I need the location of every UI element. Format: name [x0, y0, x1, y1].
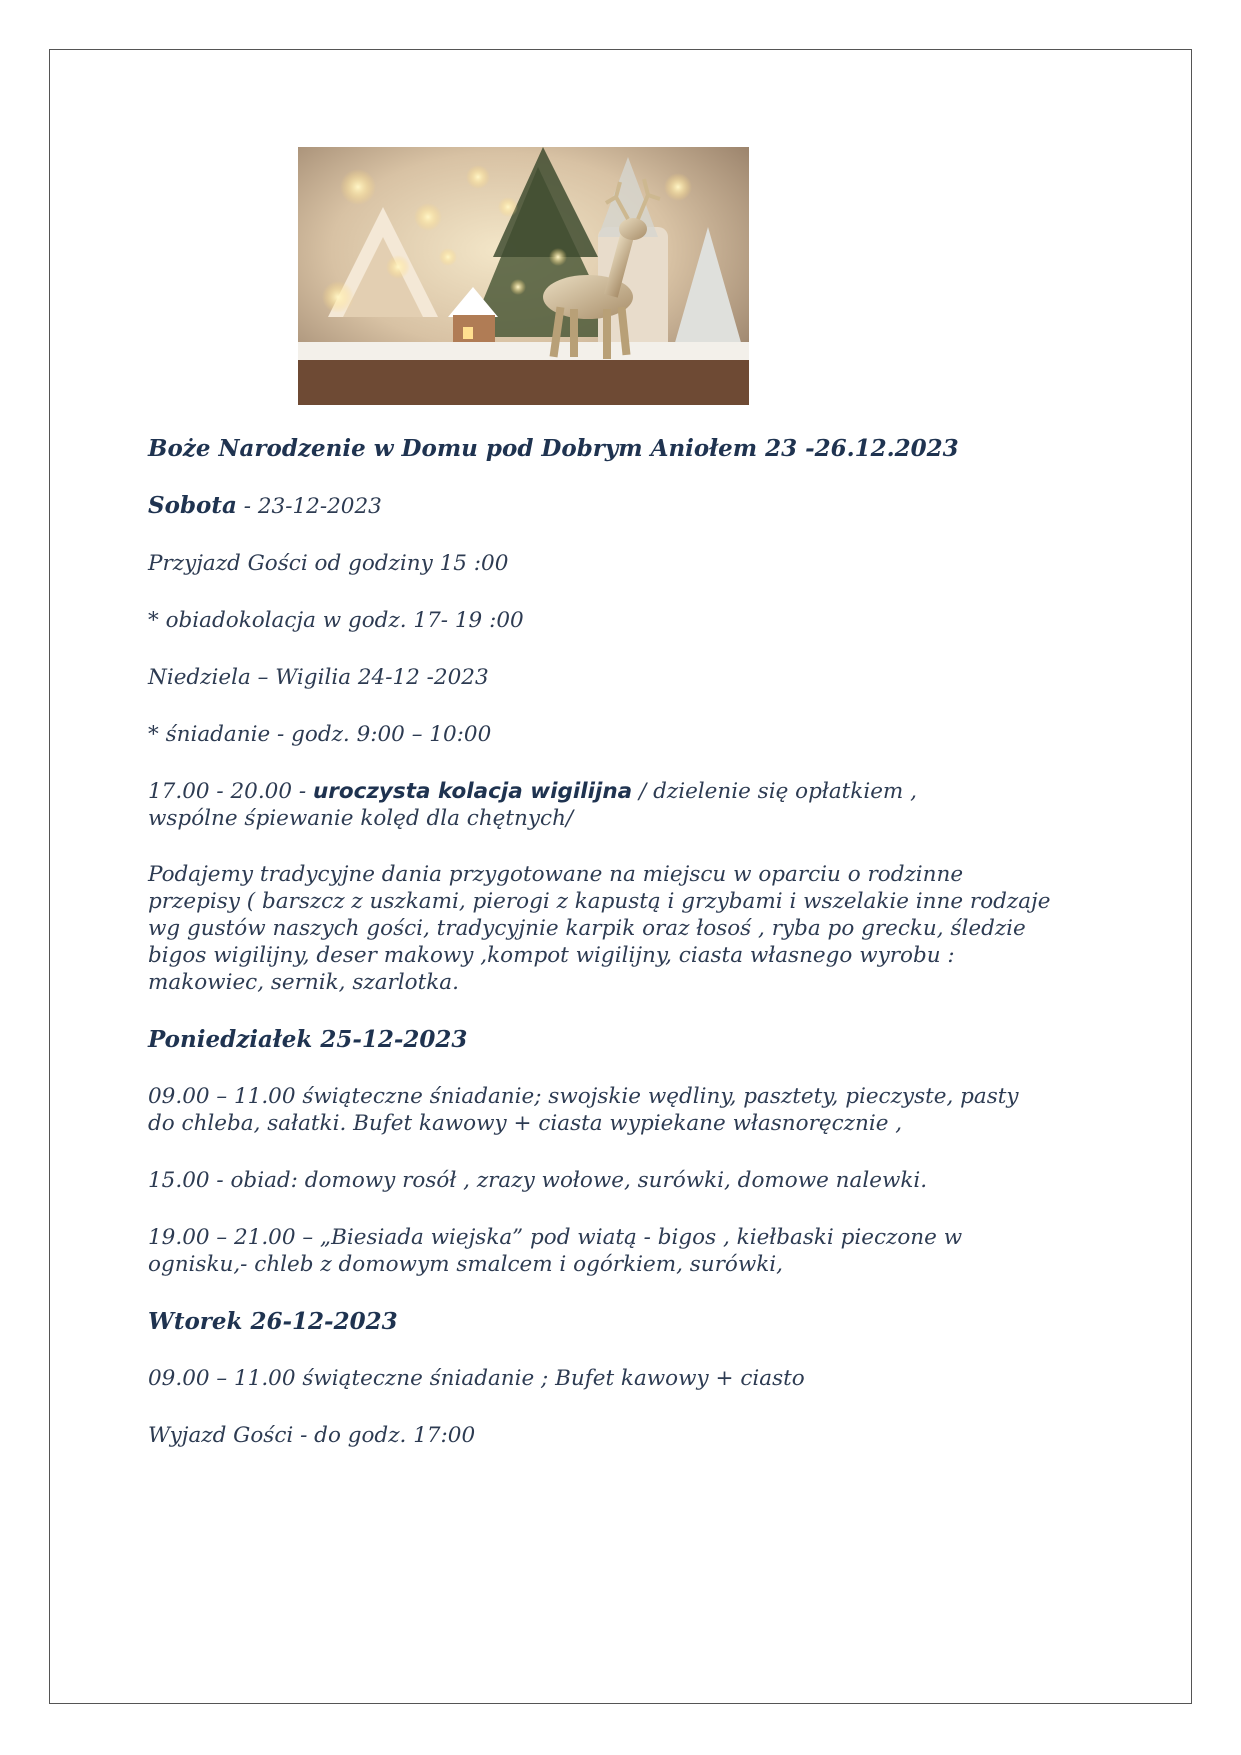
- document-body: [148, 435, 1098, 1449]
- tuesday-heading: Wtorek 26-12-2023: [148, 1308, 398, 1335]
- saturday-heading: [148, 492, 1098, 520]
- tuesday-breakfast: 09.00 – 11.00 świąteczne śniadanie ; Bufet kawowy + ciasto: [148, 1366, 805, 1391]
- sunday-breakfast: * śniadanie - godz. 9:00 – 10:00: [148, 722, 492, 747]
- sunday-supper-bold: uroczysta kolacja wigilijna: [312, 779, 633, 804]
- sunday-menu-line: makowiec, sernik, szarlotka.: [148, 970, 459, 995]
- monday-feast-line: ognisku,- chleb z domowym smalcem i ogórkiem, surówki,: [148, 1252, 783, 1277]
- sunday-menu-line: przepisy ( barszcz z uszkami, pierogi z kapustą i grzybami i wszelakie inne rodzaje: [148, 889, 1051, 914]
- document-title: Boże Narodzenie w Domu pod Dobrym Aniołem 23 -26.12.2023: [148, 435, 959, 462]
- sunday-heading: Niedziela – Wigilia 24-12 -2023: [148, 665, 489, 690]
- tuesday-departure: Wyjazd Gości - do godz. 17:00: [148, 1423, 476, 1448]
- christmas-reindeer-photo: [298, 147, 749, 405]
- sunday-menu-line: bigos wigilijny, deser makowy ,kompot wigilijny, ciasta własnego wyrobu :: [148, 943, 955, 968]
- saturday-date: - 23-12-2023: [236, 494, 382, 519]
- sunday-supper-line-1: [148, 778, 1098, 805]
- monday-heading: Poniedziałek 25-12-2023: [148, 1026, 468, 1053]
- monday-feast-line: 19.00 – 21.00 – „Biesiada wiejska” pod wiatą - bigos , kiełbaski pieczone w: [148, 1225, 963, 1250]
- sunday-menu-line: wg gustów naszych gości, tradycyjnie karpik oraz łosoś , ryba po grecku, śledzie: [148, 916, 1026, 941]
- saturday-dinner: * obiadokolacja w godz. 17- 19 :00: [148, 608, 524, 633]
- saturday-arrival: Przyjazd Gości od godziny 15 :00: [148, 551, 509, 576]
- sunday-menu-line: Podajemy tradycyjne dania przygotowane na miejscu w oparciu o rodzinne: [148, 862, 964, 887]
- saturday-day: Sobota: [148, 492, 237, 519]
- monday-breakfast-line: 09.00 – 11.00 świąteczne śniadanie; swojskie wędliny, pasztety, pieczyste, pasty: [148, 1084, 1019, 1109]
- sunday-supper-line-2: wspólne śpiewanie kolęd dla chętnych/: [148, 806, 574, 831]
- sunday-supper-time: 17.00 - 20.00 -: [148, 779, 313, 804]
- monday-breakfast-line: do chleba, sałatki. Bufet kawowy + ciasta wypiekane własnoręcznie ,: [148, 1111, 903, 1136]
- sunday-supper-rest: / dzielenie się opłatkiem ,: [632, 779, 917, 804]
- monday-lunch: 15.00 - obiad: domowy rosół , zrazy wołowe, surówki, domowe nalewki.: [148, 1168, 928, 1193]
